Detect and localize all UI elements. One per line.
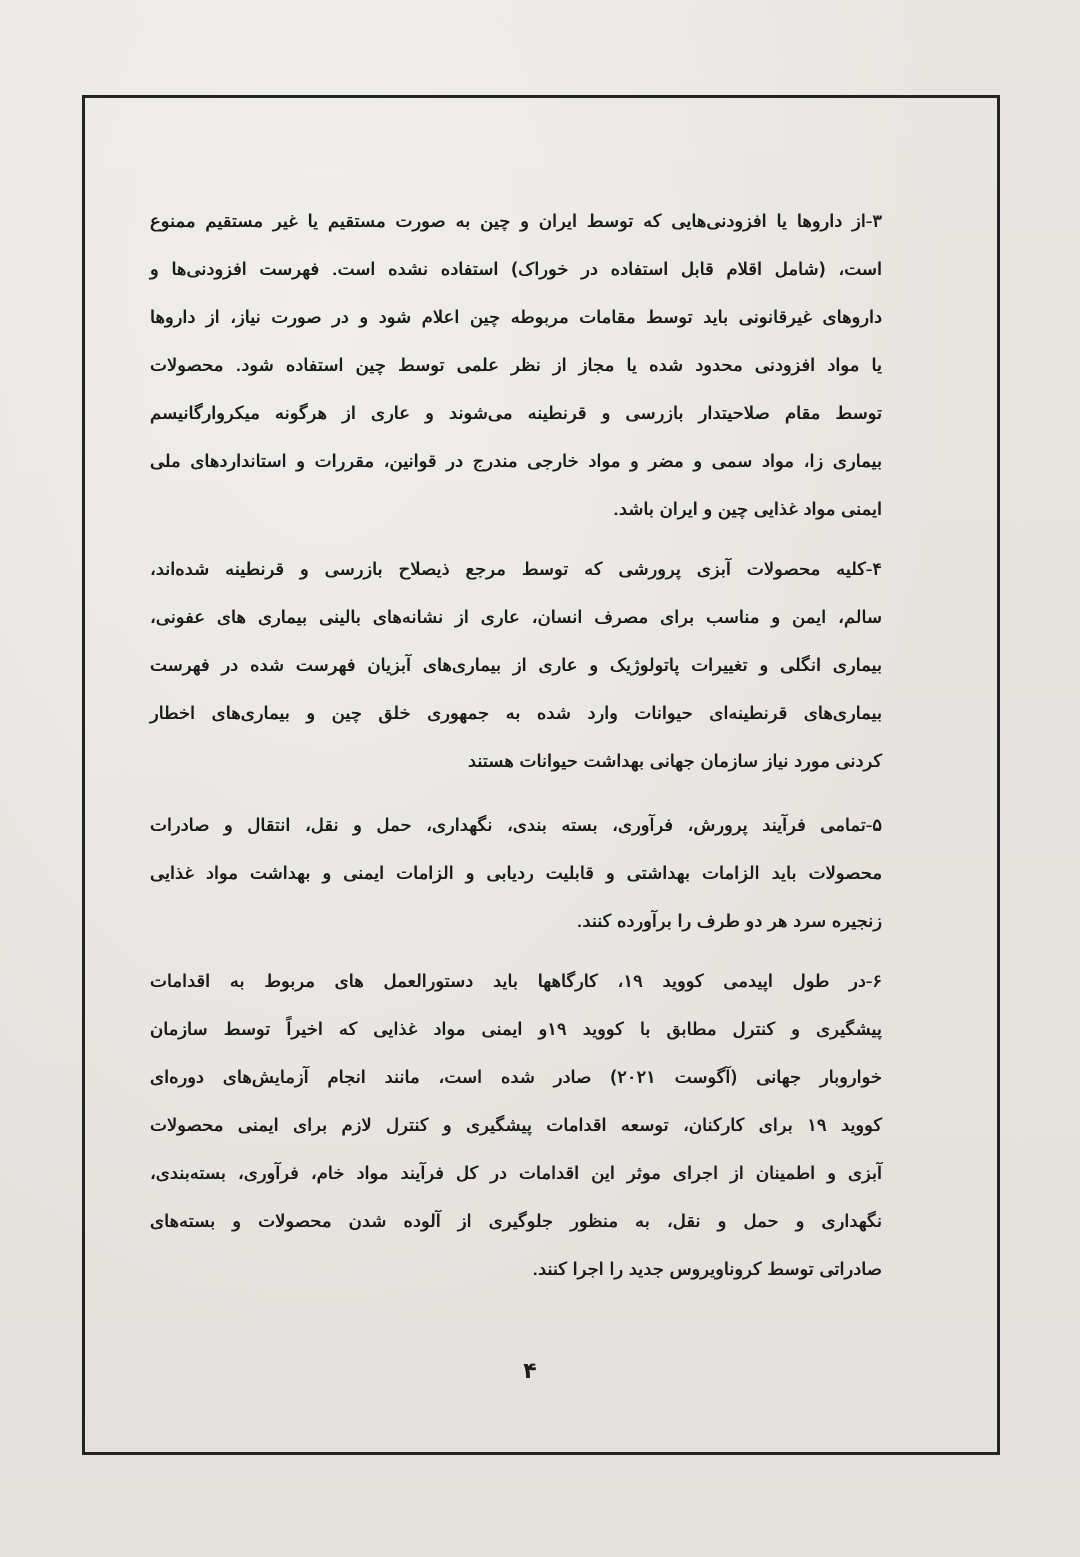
- text-line: محصولات باید الزامات بهداشتی و قابلیت ردیابی و الزامات ایمنی و بهداشت مواد غذایی: [150, 863, 882, 884]
- text-line: توسط مقام صلاحیتدار بازرسی و قرنطینه می‌شوند و عاری از هرگونه میکروارگانیسم: [150, 403, 882, 424]
- text-line: بیماری زا، مواد سمی و مضر و مواد خارجی مندرج در قوانین، مقررات و استانداردهای ملی: [150, 451, 882, 472]
- page-number: ۴: [523, 1359, 537, 1384]
- paragraph-4: [150, 546, 882, 786]
- text-line: ۳-از داروها یا افزودنی‌هایی که توسط ایران و چین به صورت مستقیم یا غیر مستقیم ممنوع: [150, 211, 882, 232]
- text-line: آبزی و اطمینان از اجرای موثر این اقدامات در کل فرآیند مواد خام، فرآوری، بسته‌بندی،: [150, 1163, 882, 1184]
- text-line: زنجیره سرد هر دو طرف را برآورده کنند.: [576, 911, 882, 932]
- text-line: نگهداری و حمل و نقل، به منظور جلوگیری از آلوده شدن محصولات و بسته‌های: [150, 1211, 882, 1232]
- text-line: بیماری‌های قرنطینه‌ای حیوانات وارد شده به جمهوری خلق چین و بیماری‌های اخطار: [150, 703, 882, 724]
- paragraph-3: [150, 198, 882, 534]
- text-line: ۵-تمامی فرآیند پرورش، فرآوری، بسته بندی، نگهداری، حمل و نقل، انتقال و صادرات: [150, 815, 882, 836]
- text-line: ۶-در طول اپیدمی کووید ۱۹، کارگاهها باید دستورالعمل های مربوط به اقدامات: [150, 971, 882, 992]
- text-line: است، (شامل اقلام قابل استفاده در خوراک) استفاده نشده است. فهرست افزودنی‌ها و: [150, 259, 882, 280]
- text-line: پیشگیری و کنترل مطابق با کووید ۱۹و ایمنی مواد غذایی که اخیراً توسط سازمان: [150, 1019, 882, 1040]
- text-line: خواروبار جهانی (آگوست ۲۰۲۱) صادر شده است، مانند انجام آزمایش‌های دوره‌ای: [150, 1067, 883, 1088]
- text-line: داروهای غیرقانونی باید توسط مقامات مربوطه چین اعلام شود و در صورت نیاز، از داروها: [150, 307, 882, 328]
- text-line: ۴-کلیه محصولات آبزی پرورشی که توسط مرجع ذیصلاح بازرسی و قرنطینه شده‌اند،: [150, 559, 882, 580]
- text-line: ایمنی مواد غذایی چین و ایران باشد.: [613, 499, 882, 520]
- text-line: صادراتی توسط کروناویروس جدید را اجرا کنند.: [532, 1259, 882, 1280]
- paragraph-5: [150, 802, 882, 946]
- paragraph-6: [150, 958, 882, 1294]
- text-line: کووید ۱۹ برای کارکنان، توسعه اقدامات پیشگیری و کنترل لازم برای ایمنی محصولات: [150, 1115, 882, 1136]
- text-line: کردنی مورد نیاز سازمان جهانی بهداشت حیوانات هستند: [467, 751, 882, 772]
- document-body: [150, 198, 882, 1294]
- text-line: یا مواد افزودنی محدود شده یا مجاز از نظر علمی توسط چین استفاده شود. محصولات: [150, 355, 882, 376]
- text-line: بیماری انگلی و تغییرات پاتولوژیک و عاری از بیماری‌های آبزیان فهرست شده در فهرست: [150, 655, 882, 676]
- text-line: سالم، ایمن و مناسب برای مصرف انسان، عاری از نشانه‌های بالینی بیماری های عفونی،: [150, 607, 882, 628]
